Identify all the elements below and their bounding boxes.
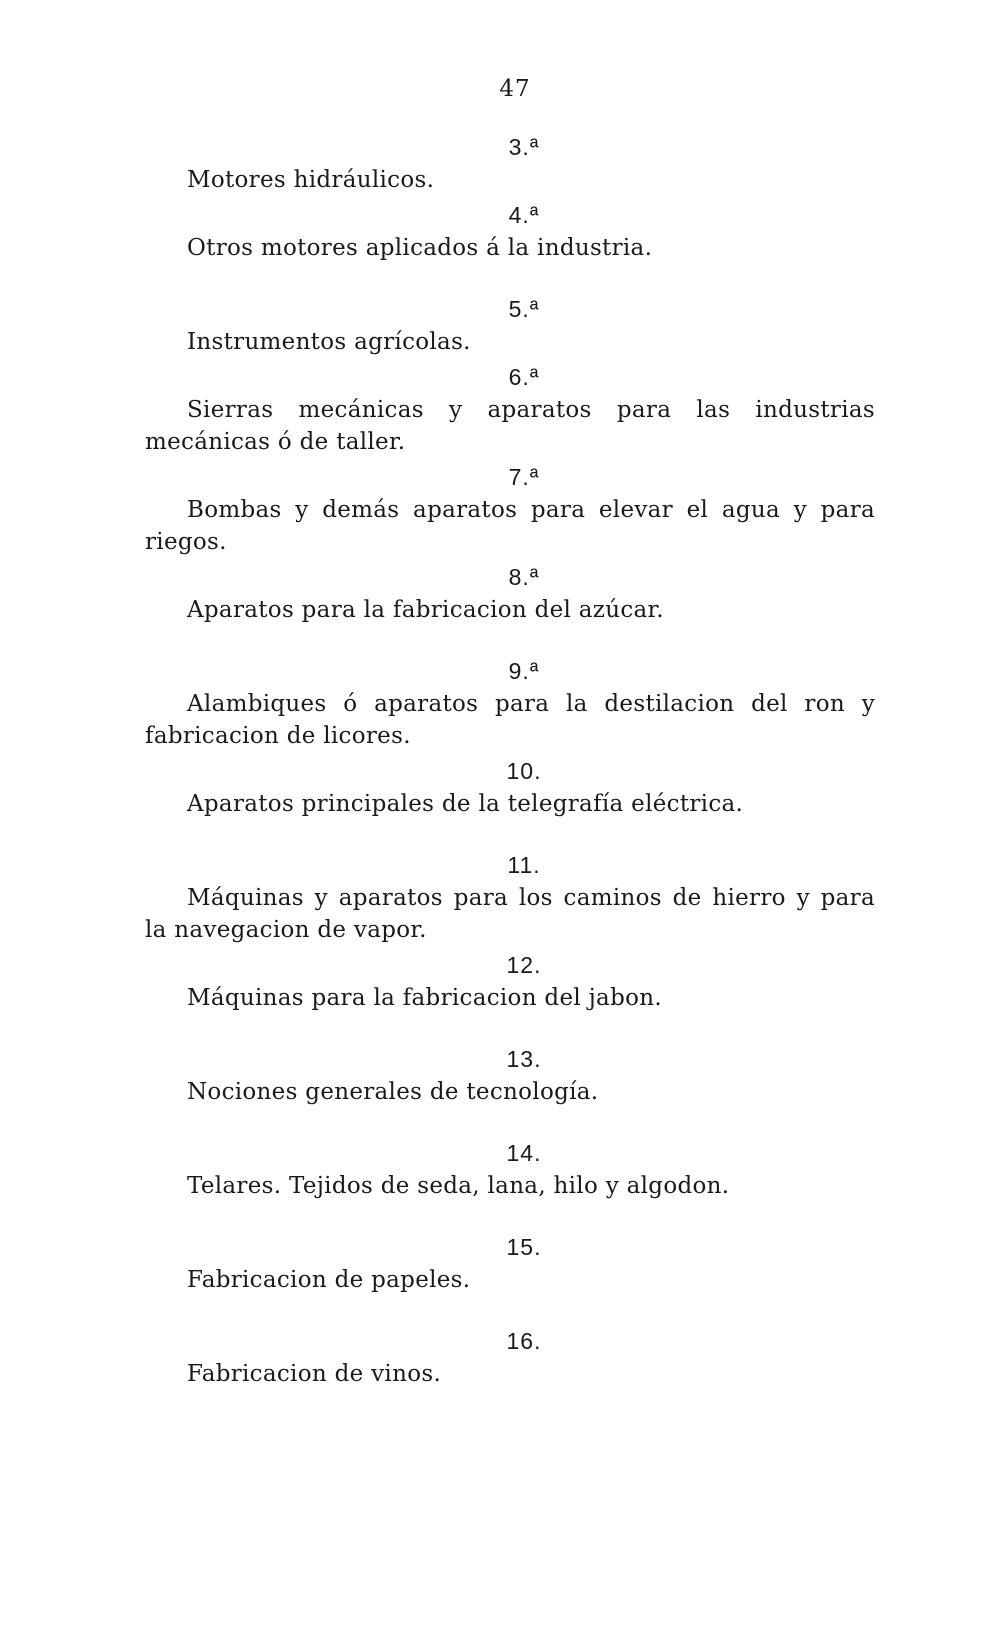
section-13 xyxy=(145,1042,875,1108)
section-text: Aparatos principales de la telegrafía eléctrica. xyxy=(187,791,744,817)
section-number: 13. xyxy=(506,1046,542,1072)
section-number: 9.ª xyxy=(508,658,540,684)
section-text: Nociones generales de tecnología. xyxy=(187,1079,599,1105)
section-number: 6.ª xyxy=(508,364,540,390)
section-number: 10. xyxy=(506,758,542,784)
section-6 xyxy=(145,360,875,458)
section-text: Bombas y demás aparatos para elevar el agua y para riegos. xyxy=(145,497,875,555)
section-number: 12. xyxy=(506,952,542,978)
section-number: 11. xyxy=(507,852,541,878)
page-number: 47 xyxy=(499,76,531,102)
section-text: Instrumentos agrícolas. xyxy=(187,329,471,355)
section-text: Máquinas para la fabricacion del jabon. xyxy=(187,985,662,1011)
section-text: Fabricacion de vinos. xyxy=(187,1361,442,1387)
section-number: 7.ª xyxy=(508,464,540,490)
section-text: Telares. Tejidos de seda, lana, hilo y algodon. xyxy=(187,1173,730,1199)
section-number: 14. xyxy=(506,1140,542,1166)
section-16 xyxy=(145,1324,875,1390)
section-number: 5.ª xyxy=(508,296,540,322)
section-number: 8.ª xyxy=(508,564,540,590)
section-number: 15. xyxy=(506,1234,542,1260)
section-3 xyxy=(145,130,875,196)
section-11 xyxy=(145,848,875,946)
section-text: Sierras mecánicas y aparatos para las industrias mecánicas ó de taller. xyxy=(145,397,875,455)
section-text: Máquinas y aparatos para los caminos de hierro y para la navegacion de vapor. xyxy=(145,885,875,943)
section-number: 4.ª xyxy=(508,202,540,228)
section-text: Fabricacion de papeles. xyxy=(187,1267,471,1293)
section-10 xyxy=(145,754,875,820)
section-text: Aparatos para la fabricacion del azúcar. xyxy=(187,597,664,623)
section-5 xyxy=(145,292,875,358)
section-number: 3.ª xyxy=(508,134,540,160)
section-number: 16. xyxy=(506,1328,542,1354)
section-7 xyxy=(145,460,875,558)
section-text: Alambiques ó aparatos para la destilacion del ron y fabricacion de licores. xyxy=(145,691,875,749)
section-15 xyxy=(145,1230,875,1296)
section-text: Motores hidráulicos. xyxy=(187,167,435,193)
section-12 xyxy=(145,948,875,1014)
section-text: Otros motores aplicados á la industria. xyxy=(187,235,653,261)
section-list xyxy=(145,130,875,1392)
section-8 xyxy=(145,560,875,626)
section-14 xyxy=(145,1136,875,1202)
section-4 xyxy=(145,198,875,264)
section-9 xyxy=(145,654,875,752)
